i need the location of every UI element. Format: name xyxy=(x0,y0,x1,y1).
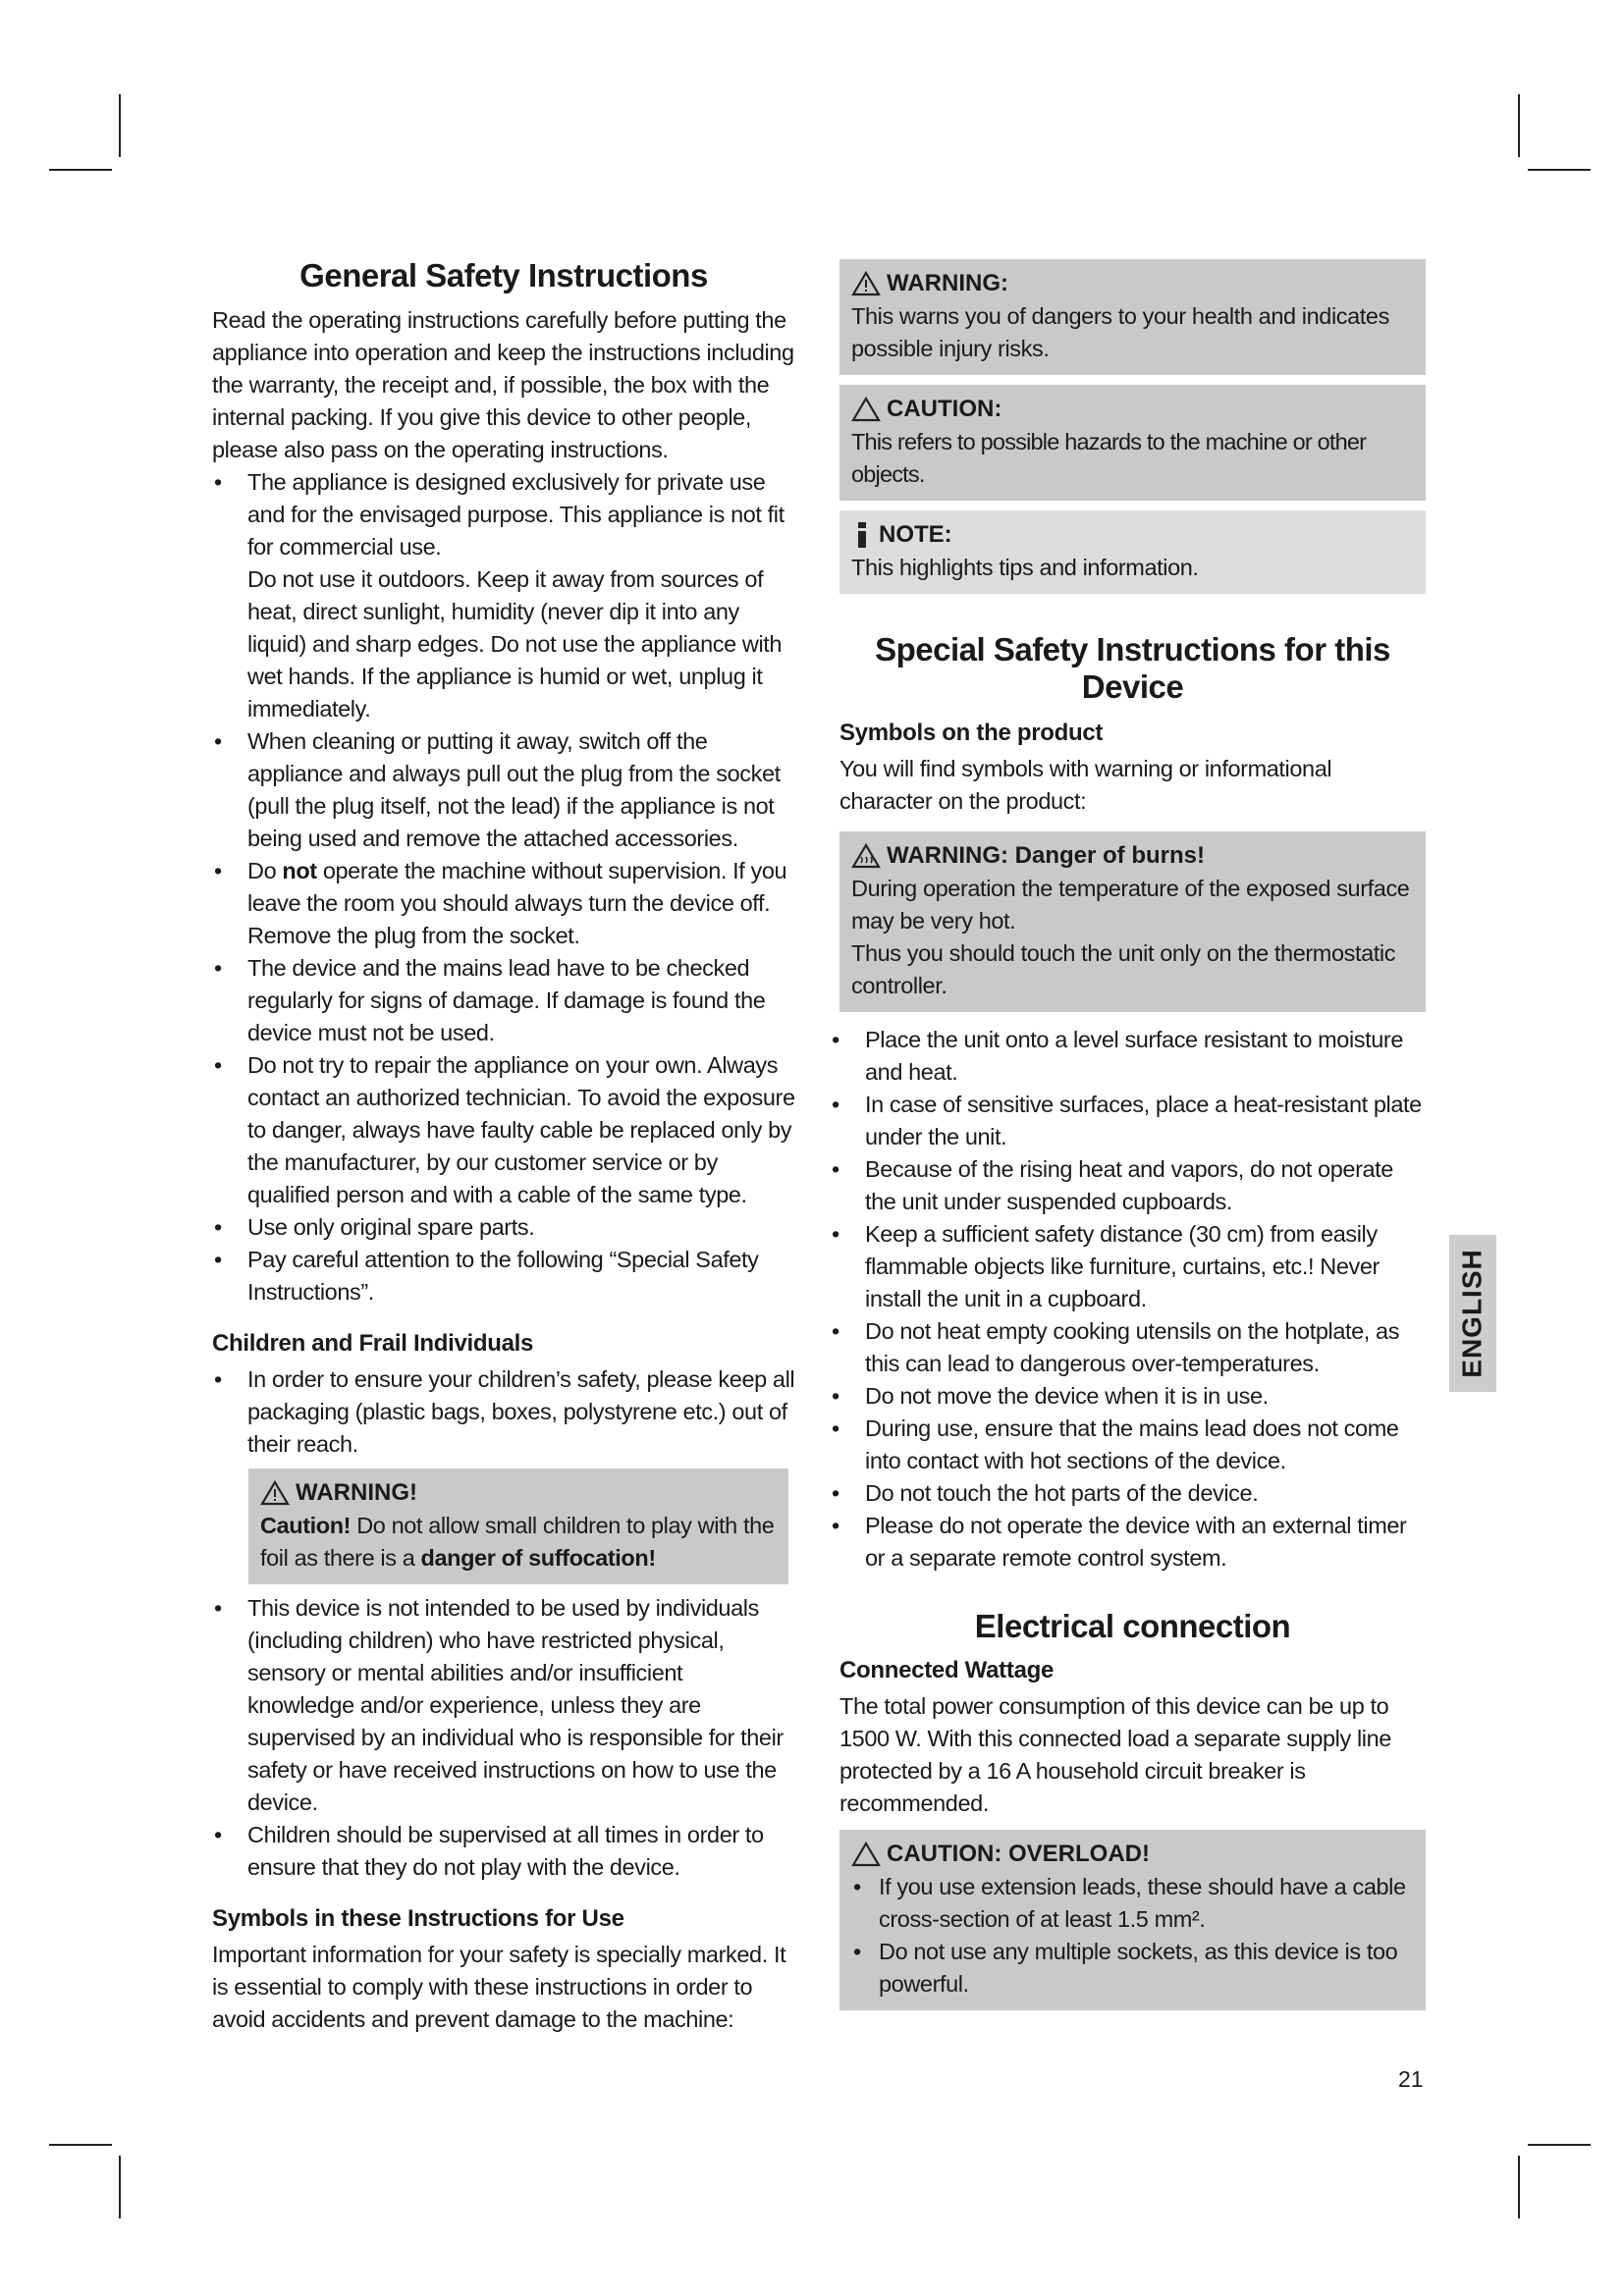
list-item: • If you use extension leads, these should have a cable cross-section of at least 1.5 mm². xyxy=(851,1871,1414,1936)
wattage-paragraph: The total power consumption of this device can be up to 1500 W. With this connected load a separate supply line protected by a 16 A household circuit breaker is recommended. xyxy=(839,1693,1391,1816)
burns-text: Thus you should touch the unit only on the thermostatic controller. xyxy=(851,940,1396,998)
caution-title: CAUTION: xyxy=(887,396,1002,422)
note-heading xyxy=(851,518,1414,552)
crop-mark-bottom-left-v xyxy=(119,2156,121,2218)
list-item: • Do not heat empty cooking utensils on the hotplate, as this can lead to dangerous over-temperatures. xyxy=(830,1315,1426,1380)
crop-mark-top-left-h xyxy=(49,169,112,171)
children-section-title: Children and Frail Individuals xyxy=(212,1330,534,1357)
burns-title: WARNING: Danger of burns! xyxy=(887,842,1205,869)
overload-title: CAUTION: OVERLOAD! xyxy=(887,1841,1150,1867)
language-side-tab xyxy=(1449,1235,1496,1392)
crop-mark-bottom-right-v xyxy=(1518,2156,1520,2218)
list-item: • This device is not intended to be used by individuals (including children) who have restricted physical, sensory or mental abilities and/or insufficient knowledge and/or experience, unless they are supervised by an individual who is responsible for their safety or have received instructions on how to use the device. xyxy=(212,1592,795,1819)
general-safety-title: General Safety Instructions xyxy=(299,257,708,294)
bullet-text: The appliance is designed exclusively for private use and for the envisaged purpose. This appliance is not fit for commercial use. xyxy=(247,469,785,560)
page-number: 21 xyxy=(1398,2066,1424,2092)
caution-bold: Caution! xyxy=(260,1513,352,1538)
info-icon xyxy=(851,520,873,550)
warning-text: Do not allow small children to play with the foil as there is a xyxy=(260,1513,775,1571)
list-item: • Do not try to repair the appliance on your own. Always contact an authorized technician. To avoid the exposure to danger, always have faulty cable be replaced only by the manufacturer, by our customer service or by qualified person and with a cable of the same type. xyxy=(212,1049,795,1211)
suffocation-warning-box xyxy=(248,1468,788,1584)
warning-title: WARNING! xyxy=(296,1479,417,1506)
warning-text: This warns you of dangers to your health and indicates possible injury risks. xyxy=(851,303,1389,361)
electrical-connection-title: Electrical connection xyxy=(974,1608,1291,1644)
list-item: • The device and the mains lead have to be checked regularly for signs of damage. If damage is found the device must not be used. xyxy=(212,952,795,1049)
special-safety-title: Special Safety Instructions for this Device xyxy=(875,631,1390,705)
warning-triangle-icon xyxy=(260,1480,290,1506)
bullet-bold-text: not xyxy=(282,858,317,883)
list-item: • Do not touch the hot parts of the device. xyxy=(830,1477,1426,1510)
hot-surface-warning-icon xyxy=(851,843,881,869)
bullet-text: Do xyxy=(247,858,283,883)
special-bullet-list xyxy=(830,1024,1426,1575)
list-item xyxy=(212,855,795,952)
crop-mark-bottom-right-h xyxy=(1528,2144,1591,2146)
list-item: • When cleaning or putting it away, switch off the appliance and always pull out the plug from the socket (pull the plug itself, not the lead) if the appliance is not being used and remove the attached accessories. xyxy=(212,725,795,855)
crop-mark-bottom-left-h xyxy=(49,2144,112,2146)
list-item: • Do not use any multiple sockets, as this device is too powerful. xyxy=(851,1936,1414,2001)
symbols-product-title: Symbols on the product xyxy=(839,720,1104,746)
symbols-section-title: Symbols in these Instructions for Use xyxy=(212,1905,624,1932)
list-item: • Use only original spare parts. xyxy=(212,1211,795,1244)
symbols-product-paragraph: You will find symbols with warning or informational character on the product: xyxy=(839,756,1332,814)
warning-body xyxy=(260,1510,777,1575)
children-bullet-list xyxy=(212,1363,795,1461)
burns-text: During operation the temperature of the exposed surface may be very hot. xyxy=(851,876,1410,934)
children-bullet-list-2 xyxy=(212,1592,795,1884)
caution-triangle-icon xyxy=(851,397,881,422)
list-item: • In order to ensure your children’s safety, please keep all packaging (plastic bags, boxes, polystyrene etc.) out of their reach. xyxy=(212,1363,795,1461)
list-item: • Pay careful attention to the following “Special Safety Instructions”. xyxy=(212,1244,795,1308)
overload-bullet-list xyxy=(851,1871,1414,2001)
list-item: • Keep a sufficient safety distance (30 cm) from easily flammable objects like furniture, curtains, etc.! Never install the unit in a cupboard. xyxy=(830,1218,1426,1315)
wattage-title: Connected Wattage xyxy=(839,1657,1055,1683)
right-column xyxy=(839,259,1426,2010)
list-item: • Children should be supervised at all times in order to ensure that they do not play with the device. xyxy=(212,1819,795,1884)
overload-heading xyxy=(851,1838,1414,1871)
note-text: This highlights tips and information. xyxy=(851,555,1199,580)
crop-mark-top-left-v xyxy=(119,94,121,157)
list-item: • In case of sensitive surfaces, place a heat-resistant plate under the unit. xyxy=(830,1089,1426,1153)
list-item xyxy=(212,466,795,725)
crop-mark-top-right-h xyxy=(1528,169,1591,171)
bullet-text: Do not use it outdoors. Keep it away from sources of heat, direct sunlight, humidity (never dip it into any liquid) and sharp edges. Do not use the appliance with wet hands. If the appliance is humid or wet, unplug it immediately. xyxy=(247,566,783,721)
note-title: NOTE: xyxy=(879,521,952,548)
list-item: • Do not move the device when it is in use. xyxy=(830,1380,1426,1413)
overload-caution-box xyxy=(839,1830,1426,2010)
burns-heading xyxy=(851,839,1414,873)
note-definition-box xyxy=(839,510,1426,594)
general-bullet-list xyxy=(212,466,795,1308)
caution-triangle-icon xyxy=(851,1842,881,1867)
danger-bold: danger of suffocation! xyxy=(420,1545,656,1571)
warning-heading xyxy=(260,1476,777,1510)
warning-triangle-icon xyxy=(851,271,881,296)
burns-warning-box xyxy=(839,831,1426,1012)
intro-paragraph: Read the operating instructions carefully before putting the appliance into operation and keep the instructions including the warranty, the receipt and, if possible, the box with the internal packing. If you give this device to other people, please also pass on the operating instructions. xyxy=(212,307,794,462)
crop-mark-top-right-v xyxy=(1518,94,1520,157)
language-label: ENGLISH xyxy=(1457,1249,1488,1378)
caution-definition-box xyxy=(839,385,1426,501)
caution-heading xyxy=(851,393,1414,426)
list-item: • Place the unit onto a level surface resistant to moisture and heat. xyxy=(830,1024,1426,1089)
list-item: • Because of the rising heat and vapors, do not operate the unit under suspended cupboards. xyxy=(830,1153,1426,1218)
list-item: • Please do not operate the device with an external timer or a separate remote control system. xyxy=(830,1510,1426,1575)
warning-heading xyxy=(851,267,1414,300)
left-column xyxy=(212,257,795,2036)
caution-text: This refers to possible hazards to the machine or other objects. xyxy=(851,429,1367,487)
warning-definition-box xyxy=(839,259,1426,375)
warning-title: WARNING: xyxy=(887,270,1008,296)
list-item: • During use, ensure that the mains lead does not come into contact with hot sections of the device. xyxy=(830,1413,1426,1477)
symbols-paragraph: Important information for your safety is specially marked. It is essential to comply with these instructions in order to avoid accidents and prevent damage to the machine: xyxy=(212,1942,786,2032)
bullet-text: operate the machine without supervision. If you leave the room you should always turn the device off. Remove the plug from the socket. xyxy=(247,858,787,948)
